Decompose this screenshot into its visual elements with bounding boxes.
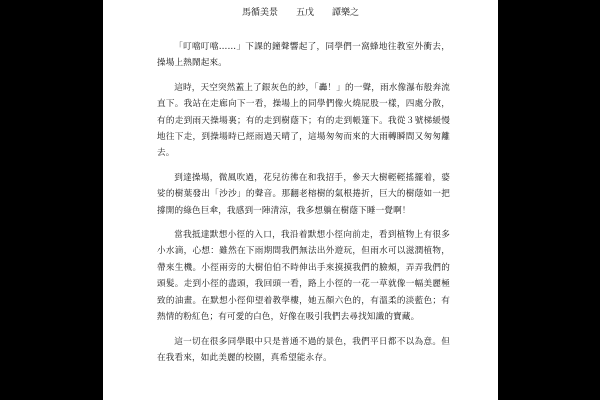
essay-header	[103, 5, 498, 18]
class-label: 五戊	[295, 8, 314, 18]
author-name: 譚樂之	[332, 8, 360, 18]
essay-body	[157, 39, 450, 374]
paragraph-5: 這一切在很多同學眼中只是普通不過的景色，我們平日都不以為意。但在我看來，如此美麗的校園，真希望能永存。	[157, 336, 450, 363]
document-page	[103, 0, 498, 400]
paragraph-2: 這時，天空突然蓋上了銀灰色的紗，「轟！」的一聲，雨水像瀑布般奔流直下。我站在走廊向下一看，操場上的同學們像火燒屁股一樣，四處分散，有的走到雨天操場裏；有的走到樹蔭下；有的走到帳篷下。我從３號梯緩慢地往下走，到操場時已經雨過天晴了，這場匆匆而來的大雨轉瞬間又匆匆離去。	[157, 82, 450, 159]
essay-title: 馬循美景	[241, 8, 278, 18]
paragraph-1: 「叮噹叮噹……」下課的鐘聲響起了，同學們一窩蜂地往教室外衝去，操場上熱鬧起來。	[157, 42, 450, 69]
paragraph-3: 到達操場，微風吹過，花兒彷彿在和我招手，參天大樹輕輕搖擺着，婆娑的樹葉發出「沙沙」的聲音。那翻老榕樹的氣根捲折，巨大的樹蔭如一把撐開的綠色巨傘，我感到一陣清涼，我多想躺在樹蔭下睡一覺啊！	[157, 172, 450, 216]
paragraph-4: 當我抵達默想小徑的入口，我沿着默想小徑向前走，看到植物上有很多小水滴，心想：雖然在下雨期間我們無法出外遊玩，但雨水可以滋潤植物，帶來生機。小徑兩旁的大樹伯伯不時伸出手來摸摸我們的臉頰，弄弄我們的頭髮。走到小徑的盡頭，我回頭一看，路上小徑的一花一草就像一幅美麗極致的油畫。在默想小徑仰望着教學樓，她五顏六色的，有溫柔的淡藍色；有熱情的粉紅色；有可愛的白色，好像在吸引我們去尋找知識的寶藏。	[157, 230, 450, 323]
